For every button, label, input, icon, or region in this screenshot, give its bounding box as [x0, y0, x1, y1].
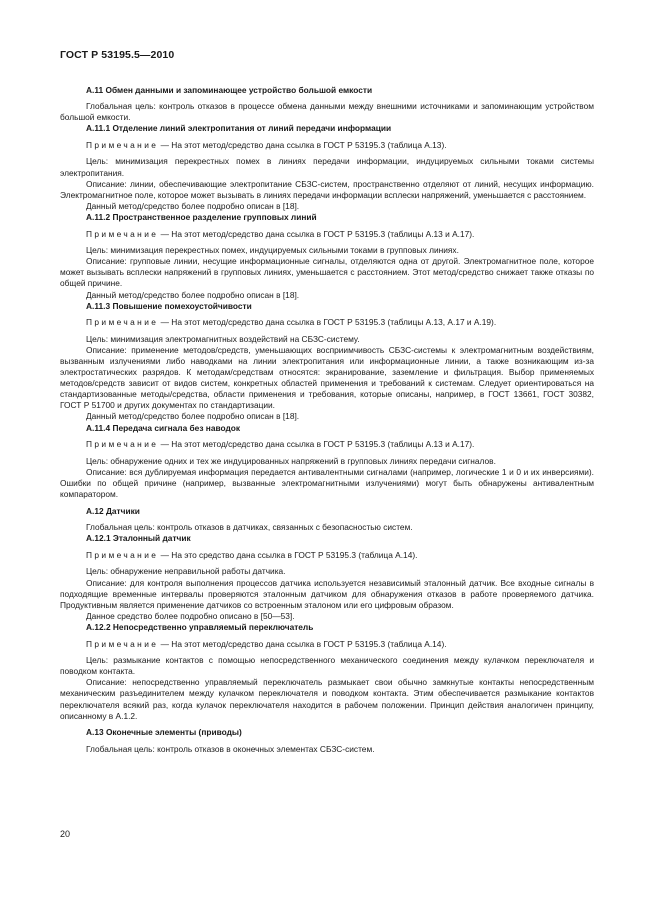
paragraph: Данное средство более подробно описано в [50—53]. — [86, 610, 295, 621]
paragraph: Цель: минимизация перекрестных помех в линиях передачи информации, индуцируемых сильными токами системы электропитания. — [60, 156, 594, 178]
paragraph: Описание: применение методов/средств, уменьшающих восприимчивость СБЗС-системы к электромагнитным воздействиям, вызванным излучениями либо наводками на линии электропитания или информационные линии, а также возникающим из-за электростатических разрядов. К методам/средствам относятся: экранирование, заземление и фильтрация. Выбор применяемых методов/средств зависит от видов систем, конкретных областей применения и требований к системам. Следует ориентироваться на стандартизованные методы/средства, области применения и требования, которые описаны, например, в ГОСТ 13661, ГОСТ 30382, ГОСТ Р 51700 и других документах по стандартизации. — [60, 344, 594, 411]
paragraph: Данный метод/средство более подробно описан в [18]. — [86, 200, 300, 211]
paragraph: Описание: непосредственно управляемый переключатель размыкает свои обычно замкнутые контакты непосредственным механическим разъединителем между кулачком переключателя и поводком контакта. Этим обеспечивается размыкание контактов переключателя всякий раз, когда кулачок переключателя находится в рабочем положении. Принцип действия аналогичен принципу, описанному в А.1.2. — [60, 677, 594, 721]
paragraph: Описание: для контроля выполнения процессов датчика используется независимый эталонный датчик. Все входные сигналы в подходящие временные интервалы проверяются эталонным датчиком для обнаружения отказов в работе проверяемого датчика. Продуктивным является применение датчиков со встроенным эталоном или его цифровым образом. — [60, 577, 594, 610]
paragraph: Описание: линии, обеспечивающие электропитание СБЗС-систем, пространственно отделяют от линий, несущих информацию. Электромагнитное поле, которое может вызывать в линиях передачи информации всплески напряжений, уменьшается с расстоянием. — [60, 178, 594, 200]
subsection-heading: A.11.4 Передача сигнала без наводок — [86, 422, 241, 433]
note — [60, 229, 594, 240]
note-label: Примечание — [86, 549, 159, 560]
note-text: — На этот метод/средство дана ссылка в ГОСТ Р 53195.3 (таблицы А.13 и А.17). — [160, 439, 475, 450]
section-heading: A.11 Обмен данными и запоминающее устройство большой емкости — [86, 84, 373, 95]
paragraph: Описание: групповые линии, несущие информационные сигналы, отделяются одна от другой. Электромагнитное поле, которое может вызывать всплески напряжений в групповых линиях, уменьшается с расстоянием. Этот метод/средство снижает также отказы по общей причине. — [60, 256, 594, 289]
page-header-title: ГОСТ Р 53195.5—2010 — [60, 49, 175, 61]
paragraph: Данный метод/средство более подробно описан в [18]. — [86, 411, 300, 422]
subsection-heading: A.11.1 Отделение линий электропитания от линий передачи информации — [86, 123, 392, 134]
section-heading: A.13 Оконечные элементы (приводы) — [86, 727, 242, 738]
note-text: — На это средство дана ссылка в ГОСТ Р 53195.3 (таблица А.14). — [160, 549, 418, 560]
note-label: Примечание — [86, 317, 159, 328]
page-number: 20 — [60, 829, 71, 839]
paragraph: Цель: минимизация перекрестных помех, индуцируемых сильными токами в групповых линиях. — [86, 245, 459, 256]
note-label: Примечание — [86, 439, 159, 450]
note — [60, 439, 594, 450]
paragraph: Глобальная цель: контроль отказов в оконечных элементах СБЗС-систем. — [86, 743, 375, 754]
paragraph: Цель: обнаружение неправильной работы датчика. — [86, 566, 286, 577]
paragraph: Описание: вся дублируемая информация передается антивалентными сигналами (например, логические 1 и 0 и их инверсиями). Ошибки по общей причине (например, вызванные электромагнитными излучениями) могут быть обнаружены антивалентным компаратором. — [60, 466, 594, 499]
paragraph: Глобальная цель: контроль отказов в датчиках, связанных с безопасностью систем. — [86, 522, 413, 533]
note — [60, 639, 594, 650]
note — [60, 550, 594, 561]
subsection-heading: A.11.2 Пространственное разделение групповых линий — [86, 211, 317, 222]
subsection-heading: A.11.3 Повышение помехоустойчивости — [86, 300, 252, 311]
note-text: — На этот метод/средство дана ссылка в ГОСТ Р 53195.3 (таблицы А.13 и А.17). — [160, 228, 475, 239]
paragraph: Цель: размыкание контактов с помощью непосредственного механического соединения между кулачком переключателя и поводком контакта. — [60, 655, 594, 677]
paragraph: Глобальная цель: контроль отказов в процессе обмена данными между внешними источниками и запоминающим устройством большой емкости. — [60, 101, 594, 123]
section-heading: A.12 Датчики — [86, 505, 140, 516]
note-label: Примечание — [86, 228, 159, 239]
document-body — [60, 80, 594, 755]
subsection-heading: A.12.1 Эталонный датчик — [86, 533, 191, 544]
note-text: — На этот метод/средство дана ссылка в ГОСТ Р 53195.3 (таблицы А.13, А.17 и А.19). — [160, 317, 497, 328]
note-label: Примечание — [86, 139, 159, 150]
paragraph: Данный метод/средство более подробно описан в [18]. — [86, 289, 300, 300]
note-text: — На этот метод/средство дана ссылка в ГОСТ Р 53195.3 (таблица А.13). — [160, 139, 447, 150]
note-text: — На этот метод/средство дана ссылка в ГОСТ Р 53195.3 (таблица А.14). — [160, 638, 447, 649]
note — [60, 317, 594, 328]
paragraph: Цель: обнаружение одних и тех же индуцированных напряжений в групповых линиях передачи сигналов. — [86, 455, 496, 466]
note-label: Примечание — [86, 638, 159, 649]
subsection-heading: A.12.2 Непосредственно управляемый переключатель — [86, 621, 314, 632]
note — [60, 140, 594, 151]
paragraph: Цель: минимизация электромагнитных воздействий на СБЗС-систему. — [86, 333, 360, 344]
